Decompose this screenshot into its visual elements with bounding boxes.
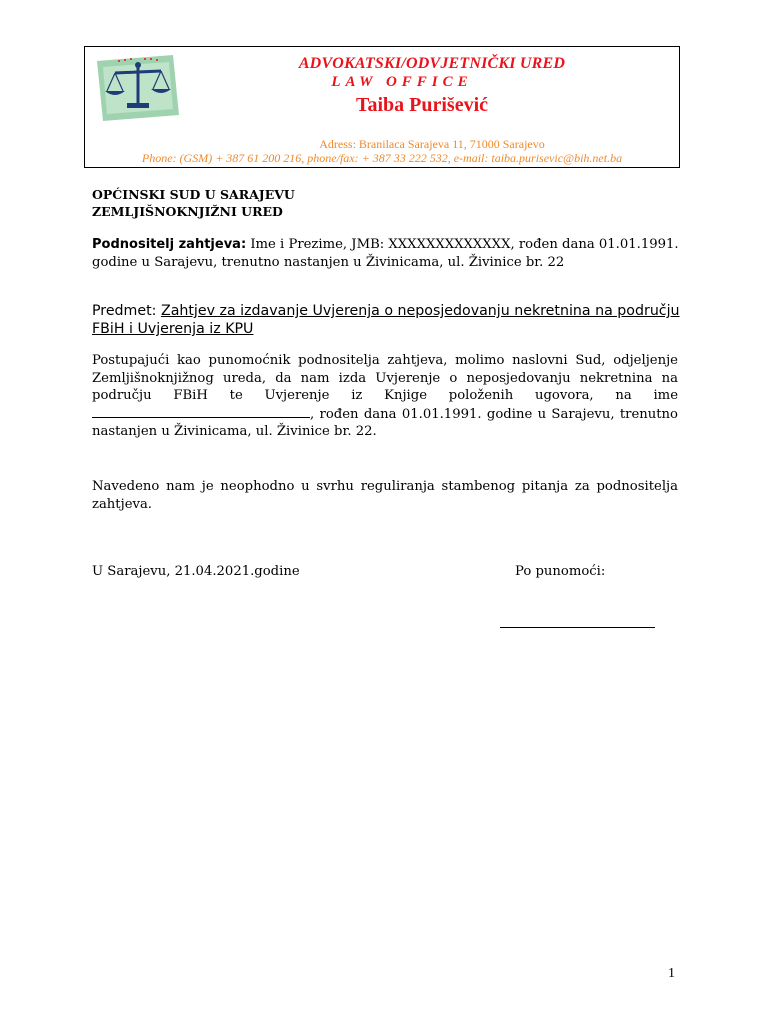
proxy-label: Po punomoći: [515, 564, 606, 579]
purpose-paragraph: Navedeno nam je neophodno u svrhu reguliranja stambenog pitanja za podnositelja zahtjeva. [92, 479, 678, 512]
office-subtitle: LAW OFFICE [331, 74, 473, 90]
court-name: OPĆINSKI SUD U SARAJEVU [92, 187, 295, 202]
office-title: ADVOKATSKI/ODVJETNIČKI URED [298, 55, 566, 72]
applicant-label: Podnositelj zahtjeva: [92, 237, 247, 252]
court-recipient [92, 186, 295, 220]
request-text-a: Postupajući kao punomoćnik podnositelja zahtjeva, molimo naslovni Sud, odjeljenje Zemljišnoknjižnog ureda, da nam izda Uvjerenje o neposjedovanju nekretnina na području FBiH te Uvjerenje iz Knjige položenih ugovora, na ime [92, 353, 678, 403]
place-date: U Sarajevu, 21.04.2021.godine [92, 564, 300, 579]
office-address: Adress: Branilaca Sarajeva 11, 71000 Sarajevo [319, 137, 545, 151]
request-text-b: , rođen dana 01.01.1991. godine u Sarajevu, trenutno nastanjen u Živinicama, ul. Živinice br. 22. [92, 406, 678, 439]
subject-label: Predmet: [92, 303, 157, 319]
letterhead [84, 46, 680, 168]
office-contact: Phone: (GSM) + 387 61 200 216, phone/fax: + 387 33 222 532, e-mail: taiba.purisevic@bih.net.ba [141, 151, 623, 165]
page-number: 1 [668, 966, 675, 981]
applicant-block [92, 236, 680, 271]
name-blank-line [92, 405, 310, 418]
subject-block [92, 302, 682, 338]
request-paragraph [92, 352, 678, 441]
lawyer-name: Taiba Purišević [355, 94, 489, 116]
court-office: ZEMLJIŠNOKNJIŽNI URED [92, 204, 283, 219]
signature-line [500, 627, 655, 628]
applicant-details: Ime i Prezime, JMB: XXXXXXXXXXXXX, rođen dana 01.01.1991. godine u Sarajevu, trenutno nastanjen u Živinicama, ul. Živinice br. 22 [92, 237, 679, 270]
subject-text: Zahtjev za izdavanje Uvjerenja o neposjedovanju nekretnina na području FBiH i Uvjerenja iz KPU [92, 303, 680, 337]
